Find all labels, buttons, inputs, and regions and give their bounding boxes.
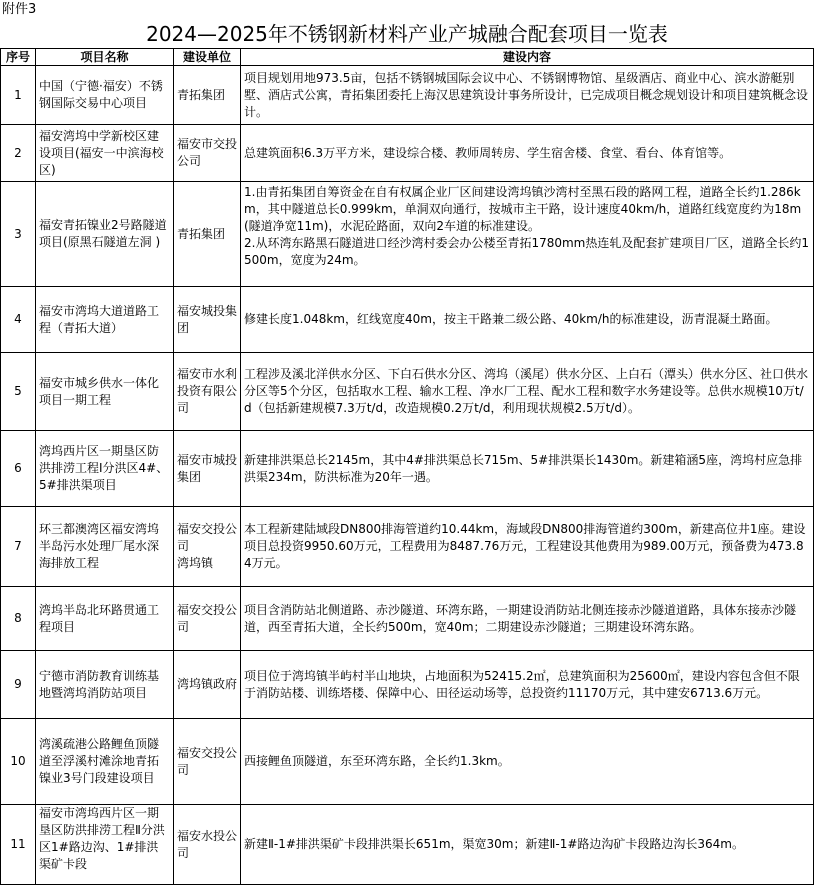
row-no: 6 <box>1 431 36 507</box>
row-unit: 湾坞镇政府 <box>174 651 241 719</box>
row-no: 10 <box>1 719 36 805</box>
row-no: 1 <box>1 66 36 125</box>
row-no: 11 <box>1 805 36 885</box>
row-name: 环三都澳湾区福安湾坞半岛污水处理厂尾水深海排放工程 <box>36 507 174 587</box>
row-no: 5 <box>1 353 36 431</box>
table-header-row <box>1 49 814 66</box>
row-unit: 福安交投公司 <box>174 587 241 651</box>
row-name: 湾溪疏港公路鲤鱼顶隧道至浮溪村滩涂地青拓镍业3号门段建设项目 <box>36 719 174 805</box>
header-content: 建设内容 <box>241 49 814 66</box>
row-unit: 青拓集团 <box>174 182 241 287</box>
row-name: 福安青拓镍业2号路隧道项目(原黑石隧道左洞 ) <box>36 182 174 287</box>
table-row <box>1 805 814 885</box>
row-content: 项目位于湾坞镇半屿村半山地块，占地面积为52415.2㎡，总建筑面积为25600㎡，建设内容包含但不限于消防站楼、训练塔楼、保障中心、田径运动场等，总投资约11170万元，其中建安6713.6万元。 <box>241 651 814 719</box>
row-unit: 福安水投公司 <box>174 805 241 885</box>
row-content: 总建筑面积6.3万平方米，建设综合楼、教师周转房、学生宿舍楼、食堂、看台、体育馆等。 <box>241 125 814 182</box>
row-unit: 福安城投集团 <box>174 287 241 353</box>
row-content: 工程涉及溪北洋供水分区、下白石供水分区、湾坞（溪尾）供水分区、上白石（潭头）供水分区、社口供水分区等5个分区，包括取水工程、输水工程、净水厂工程、配水工程和数字水务建设等。总供水规模10万t/d（包括新建规模7.3万t/d，改造规模0.2万t/d，利用现状规模2.5万t/d）。 <box>241 353 814 431</box>
row-unit: 福安市水利投资有限公司 <box>174 353 241 431</box>
row-unit: 福安交投公司 湾坞镇 <box>174 507 241 587</box>
row-content: 项目规划用地973.5亩，包括不锈钢城国际会议中心、不锈钢博物馆、星级酒店、商业中心、滨水游艇别墅、酒店式公寓，青拓集团委托上海汉思建筑设计事务所设计，已完成项目概念规划设计和项目建筑概念设计。 <box>241 66 814 125</box>
row-content: 西接鲤鱼顶隧道，东至环湾东路，全长约1.3km。 <box>241 719 814 805</box>
table-row <box>1 651 814 719</box>
row-name: 福安湾坞中学新校区建设项目(福安一中滨海校区) <box>36 125 174 182</box>
header-name: 项目名称 <box>36 49 174 66</box>
row-no: 4 <box>1 287 36 353</box>
row-name: 湾坞半岛北环路贯通工程项目 <box>36 587 174 651</box>
row-unit: 福安交投公司 <box>174 719 241 805</box>
row-unit: 福安市交投公司 <box>174 125 241 182</box>
table-row <box>1 587 814 651</box>
row-no: 2 <box>1 125 36 182</box>
row-content: 本工程新建陆域段DN800排海管道约10.44km，海域段DN800排海管道约300m，新建高位井1座。建设项目总投资9950.60万元，工程费用为8487.76万元，工程建设其他费用为989.00万元，预备费为473.84万元。 <box>241 507 814 587</box>
row-content: 新建排洪渠总长2145m，其中4#排洪渠总长715m、5#排洪渠长1430m。新建箱涵5座，湾坞村应急排洪渠234m，防洪标准为20年一遇。 <box>241 431 814 507</box>
row-name: 福安市湾坞大道道路工程（青拓大道） <box>36 287 174 353</box>
row-content: 修建长度1.048km，红线宽度40m，按主干路兼二级公路、40km/h的标准建设，沥青混凝土路面。 <box>241 287 814 353</box>
row-name: 福安市湾坞西片区一期垦区防洪排涝工程Ⅱ分洪区1#路边沟、1#排洪渠矿卡段 <box>39 806 165 871</box>
table-row <box>1 287 814 353</box>
attachment-label: 附件3 <box>2 2 37 17</box>
table-row <box>1 353 814 431</box>
row-content: 项目含消防站北侧道路、赤沙隧道、环湾东路，一期建设消防站北侧连接赤沙隧道道路，具体东接赤沙隧道，西至青拓大道，全长约500m，宽40m；二期建设赤沙隧道；三期建设环湾东路。 <box>241 587 814 651</box>
row-name: 湾坞西片区一期垦区防洪排涝工程Ⅰ分洪区4#、5#排洪渠项目 <box>36 431 174 507</box>
header-unit: 建设单位 <box>174 49 241 66</box>
row-unit: 青拓集团 <box>174 66 241 125</box>
table-row <box>1 431 814 507</box>
row-no: 9 <box>1 651 36 719</box>
page-title: 2024—2025年不锈钢新材料产业产城融合配套项目一览表 <box>146 22 668 46</box>
header-no: 序号 <box>1 49 36 66</box>
row-no: 7 <box>1 507 36 587</box>
table-row <box>1 182 814 287</box>
row-no: 8 <box>1 587 36 651</box>
row-no: 3 <box>1 182 36 287</box>
row-name: 宁德市消防教育训练基地暨湾坞消防站项目 <box>36 651 174 719</box>
row-content: 1.由青拓集团自筹资金在自有权属企业厂区间建设湾坞镇沙湾村至黑石段的路网工程，道路全长约1.286km，其中隧道总长0.999km，单洞双向通行，按城市主干路，设计速度40km/h，道路红线宽度约为18m(隧道净宽11m)，水泥砼路面，双向2车道的标准建设。 2.从环湾东路黑石隧道进口经沙湾村委会办公楼至青拓1780mm热连轧及配套扩建项目厂区，道路全长约1500m，宽度为24m。 <box>244 185 810 267</box>
table-row <box>1 66 814 125</box>
row-content: 新建Ⅱ-1#排洪渠矿卡段排洪渠长651m，渠宽30m；新建Ⅱ-1#路边沟矿卡段路边沟长364m。 <box>241 805 814 885</box>
row-name: 中国（宁德·福安）不锈钢国际交易中心项目 <box>36 66 174 125</box>
row-unit: 福安市城投集团 <box>174 431 241 507</box>
table-row <box>1 507 814 587</box>
project-table <box>0 48 814 885</box>
table-row <box>1 125 814 182</box>
row-name: 福安市城乡供水一体化项目一期工程 <box>36 353 174 431</box>
table-row <box>1 719 814 805</box>
